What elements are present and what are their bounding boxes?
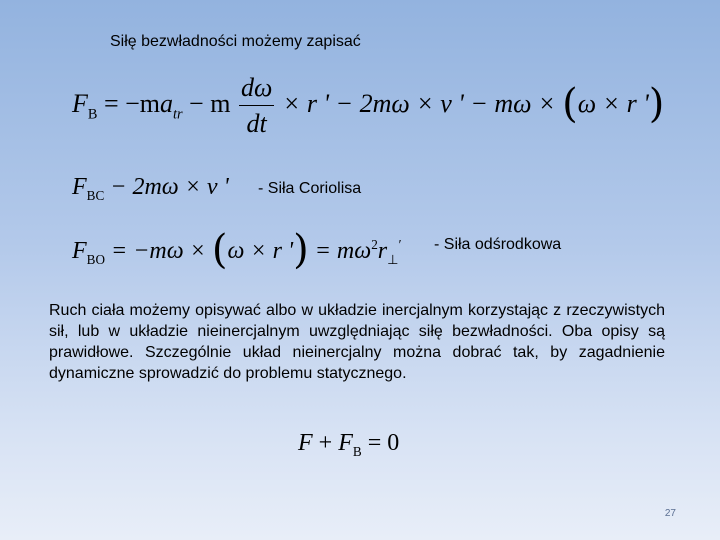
body-paragraph: Ruch ciała możemy opisywać albo w układzie inercjalnym korzystając z rzeczywistych sił, lub w układzie nieinercjalnym uwzględniając siłę bezwładności. Oba opisy są prawidłowe. Szczególnie układ nieinercjalny można dobrać tak, by zagadnienie dynamiczne sprowadzić do problemu statycznego. [49, 302, 665, 382]
eq1-a: a [160, 89, 173, 119]
eq3-r: r [377, 238, 388, 264]
inertial-force-symbol: F [338, 430, 353, 456]
plus-sign: + [318, 430, 333, 456]
force-subscript: B [352, 443, 362, 459]
eq3-rhs2: = mω [314, 238, 372, 264]
equation-centrifugal [72, 227, 402, 273]
eq3-rhs1: = −mω × [111, 238, 206, 264]
eq3-inner: ω × r ' [227, 238, 294, 264]
eq3-left-paren: ( [211, 227, 228, 273]
force-symbol: F [72, 238, 87, 264]
fraction-numerator: dω [239, 74, 274, 106]
equation-coriolis [72, 174, 229, 204]
fraction-denominator: dt [246, 108, 267, 138]
eq1-cross-terms: × r ' − 2mω × v ' − mω × [282, 89, 556, 119]
force-subscript: B [87, 106, 98, 123]
heading: Siłę bezwładności możemy zapisać [110, 33, 361, 50]
force-subscript: BC [86, 187, 105, 203]
eq1-term: = −m [103, 89, 160, 119]
eq2-rhs: − 2mω × v ' [110, 174, 229, 200]
eq1-left-paren: ( [562, 81, 578, 128]
fraction [239, 74, 274, 138]
eq3-right-paren: ) [293, 227, 309, 273]
page-number: 27 [664, 508, 676, 519]
eq1-tr: tr [173, 106, 183, 123]
eq3-perp: ⊥ [387, 251, 399, 267]
equation-balance [298, 430, 399, 460]
equation-inertial-force [72, 74, 664, 138]
eq1-right-paren: ) [648, 81, 665, 128]
eq4-rhs: = 0 [367, 430, 400, 456]
coriolis-label: - Siła Coriolisa [258, 180, 362, 197]
force-symbol: F [72, 89, 88, 119]
force-subscript: BO [86, 251, 105, 267]
centrifugal-label: - Siła odśrodkowa [434, 236, 562, 253]
eq3-square: 2 [371, 236, 378, 252]
eq1-m: − m [189, 89, 231, 119]
eq1-inner: ω × r ' [577, 89, 649, 119]
force-symbol: F [298, 430, 313, 456]
eq3-prime: ′ [398, 236, 402, 252]
force-symbol: F [72, 174, 87, 200]
